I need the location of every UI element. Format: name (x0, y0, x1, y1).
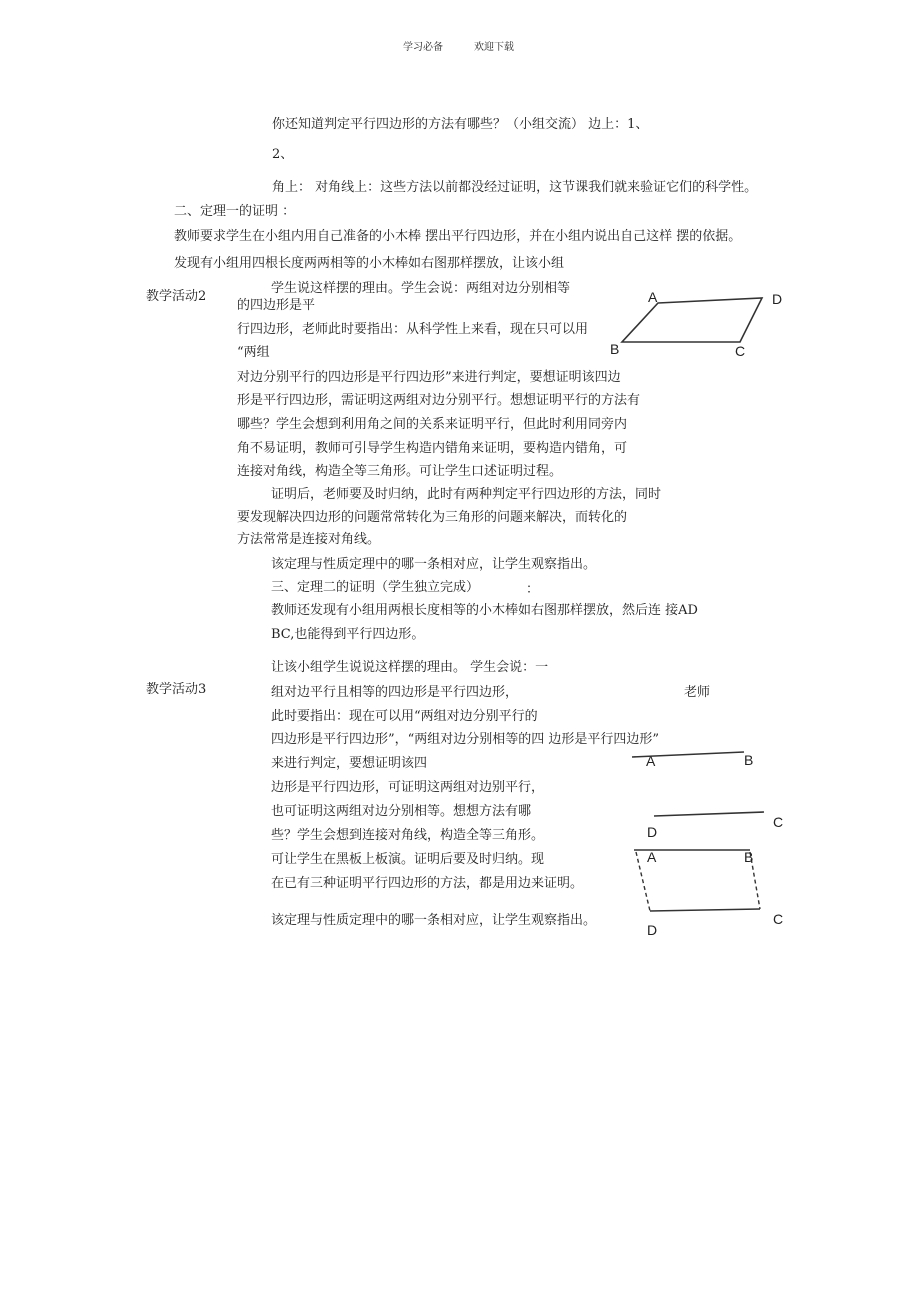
activity2-line: 对边分别平行的四边形是平行四边形”来进行判定，要想证明该四边 (237, 370, 621, 385)
sec3-line2: BC,也能得到平行四边形。 (271, 627, 425, 642)
fig2-label-a: A (646, 753, 656, 769)
sec2-line2: 发现有小组用四根长度两两相等的小木棒如右图那样摆放，让该小组 (174, 256, 565, 271)
p1-line3: 角上： 对角线上：这些方法以前都没经过证明，这节课我们就来验证它们的科学性。 (272, 180, 758, 195)
fig3-label-b: B (744, 849, 754, 865)
figure-joined-rods (634, 849, 783, 938)
activity2-line: 方法常常是连接对角线。 (237, 532, 381, 547)
figure-two-rods (632, 752, 783, 840)
fig1-label-c: C (735, 343, 746, 359)
sec2-line1: 教师要求学生在小组内用自己准备的小木棒 摆出平行四边形，并在小组内说出自己这样 摆的依据。 (174, 229, 742, 244)
rod-dc (654, 812, 764, 816)
activity3-line: 让该小组学生说说这样摆的理由。 学生会说：一 (271, 660, 549, 675)
activity2-line: 证明后，老师要及时归纳，此时有两种判定平行四边形的方法，同时 (271, 487, 662, 502)
fig2-label-c: C (773, 814, 784, 830)
fig3-label-a: A (647, 849, 657, 865)
fig3-label-d: D (647, 922, 658, 938)
activity3-line: 来进行判定，要想证明该四 (271, 756, 428, 771)
activity3-line: 此时要指出：现在可以用“两组对边分别平行的 (271, 709, 538, 724)
p1-line1: 你还知道判定平行四边形的方法有哪些？（小组交流） 边上：1、 (272, 117, 649, 132)
activity2-line: 学生说这样摆的理由。学生会说：两组对边分别相等 (271, 281, 571, 296)
fig1-label-d: D (772, 291, 783, 307)
activity2-line: 要发现解决四边形的问题常常转化为三角形的问题来解决，而转化的 (237, 510, 628, 525)
parallelogram-outline (622, 298, 762, 342)
activity3-line: 在已有三种证明平行四边形的方法，都是用边来证明。 (271, 876, 584, 891)
activity2-line: 行四边形，老师此时要指出：从科学性上来看，现在只可以用 (237, 322, 589, 337)
figure-parallelogram (610, 289, 782, 359)
header-right: 欢迎下载 (474, 42, 514, 53)
activity3-line: 边形是平行四边形，可证明这两组对边别平行， (271, 780, 545, 795)
sec3-line1: 教师还发现有小组用两根长度相等的小木棒如右图那样摆放，然后连 接AD (271, 603, 698, 618)
activity3-label: 教学活动3 (146, 682, 207, 697)
fig1-label-a: A (648, 289, 658, 305)
activity2-line: 连接对角线，构造全等三角形。可让学生口述证明过程。 (237, 464, 563, 479)
activity2-line: 哪些？学生会想到利用角之间的关系来证明平行，但此时利用同旁内 (237, 417, 628, 432)
activity2-line: 该定理与性质定理中的哪一条相对应，让学生观察指出。 (271, 557, 597, 572)
activity2-line: “两组 (237, 345, 270, 360)
sec3-colon: ： (526, 582, 540, 597)
activity2-line: 角不易证明，教师可引导学生构造内错角来证明，要构造内错角，可 (237, 441, 628, 456)
activity3-teacher: 老师 (684, 685, 711, 700)
activity2-label: 教学活动2 (146, 289, 207, 304)
sec3-heading: 三、定理二的证明（学生独立完成） (271, 580, 480, 595)
activity3-line: 可让学生在黑板上板演。证明后要及时归纳。现 (271, 852, 545, 867)
fig2-label-b: B (744, 752, 754, 768)
header-left: 学习必备 (403, 42, 443, 53)
activity3-line: 四边形是平行四边形”，“两组对边分别相等的四 边形是平行四边形” (271, 732, 660, 747)
rod-dc-joined (650, 909, 760, 911)
p1-line2: 2、 (272, 147, 294, 162)
activity3-line: 组对边平行且相等的四边形是平行四边形， (271, 685, 519, 700)
sec2-heading: 二、定理一的证明 ： (174, 204, 296, 219)
fig2-label-d: D (647, 824, 658, 840)
fig1-label-b: B (610, 341, 620, 357)
activity2-line: 形是平行四边形，需证明这两组对边分别平行。想想证明平行的方法有 (237, 393, 641, 408)
activity3-line: 该定理与性质定理中的哪一条相对应，让学生观察指出。 (271, 913, 597, 928)
activity3-line: 也可证明这两组对边分别相等。想想方法有哪 (271, 804, 532, 819)
activity2-line: 的四边形是平 (237, 298, 316, 313)
fig3-label-c: C (773, 911, 784, 927)
activity3-line: 些？学生会想到连接对角线，构造全等三角形。 (271, 828, 545, 843)
